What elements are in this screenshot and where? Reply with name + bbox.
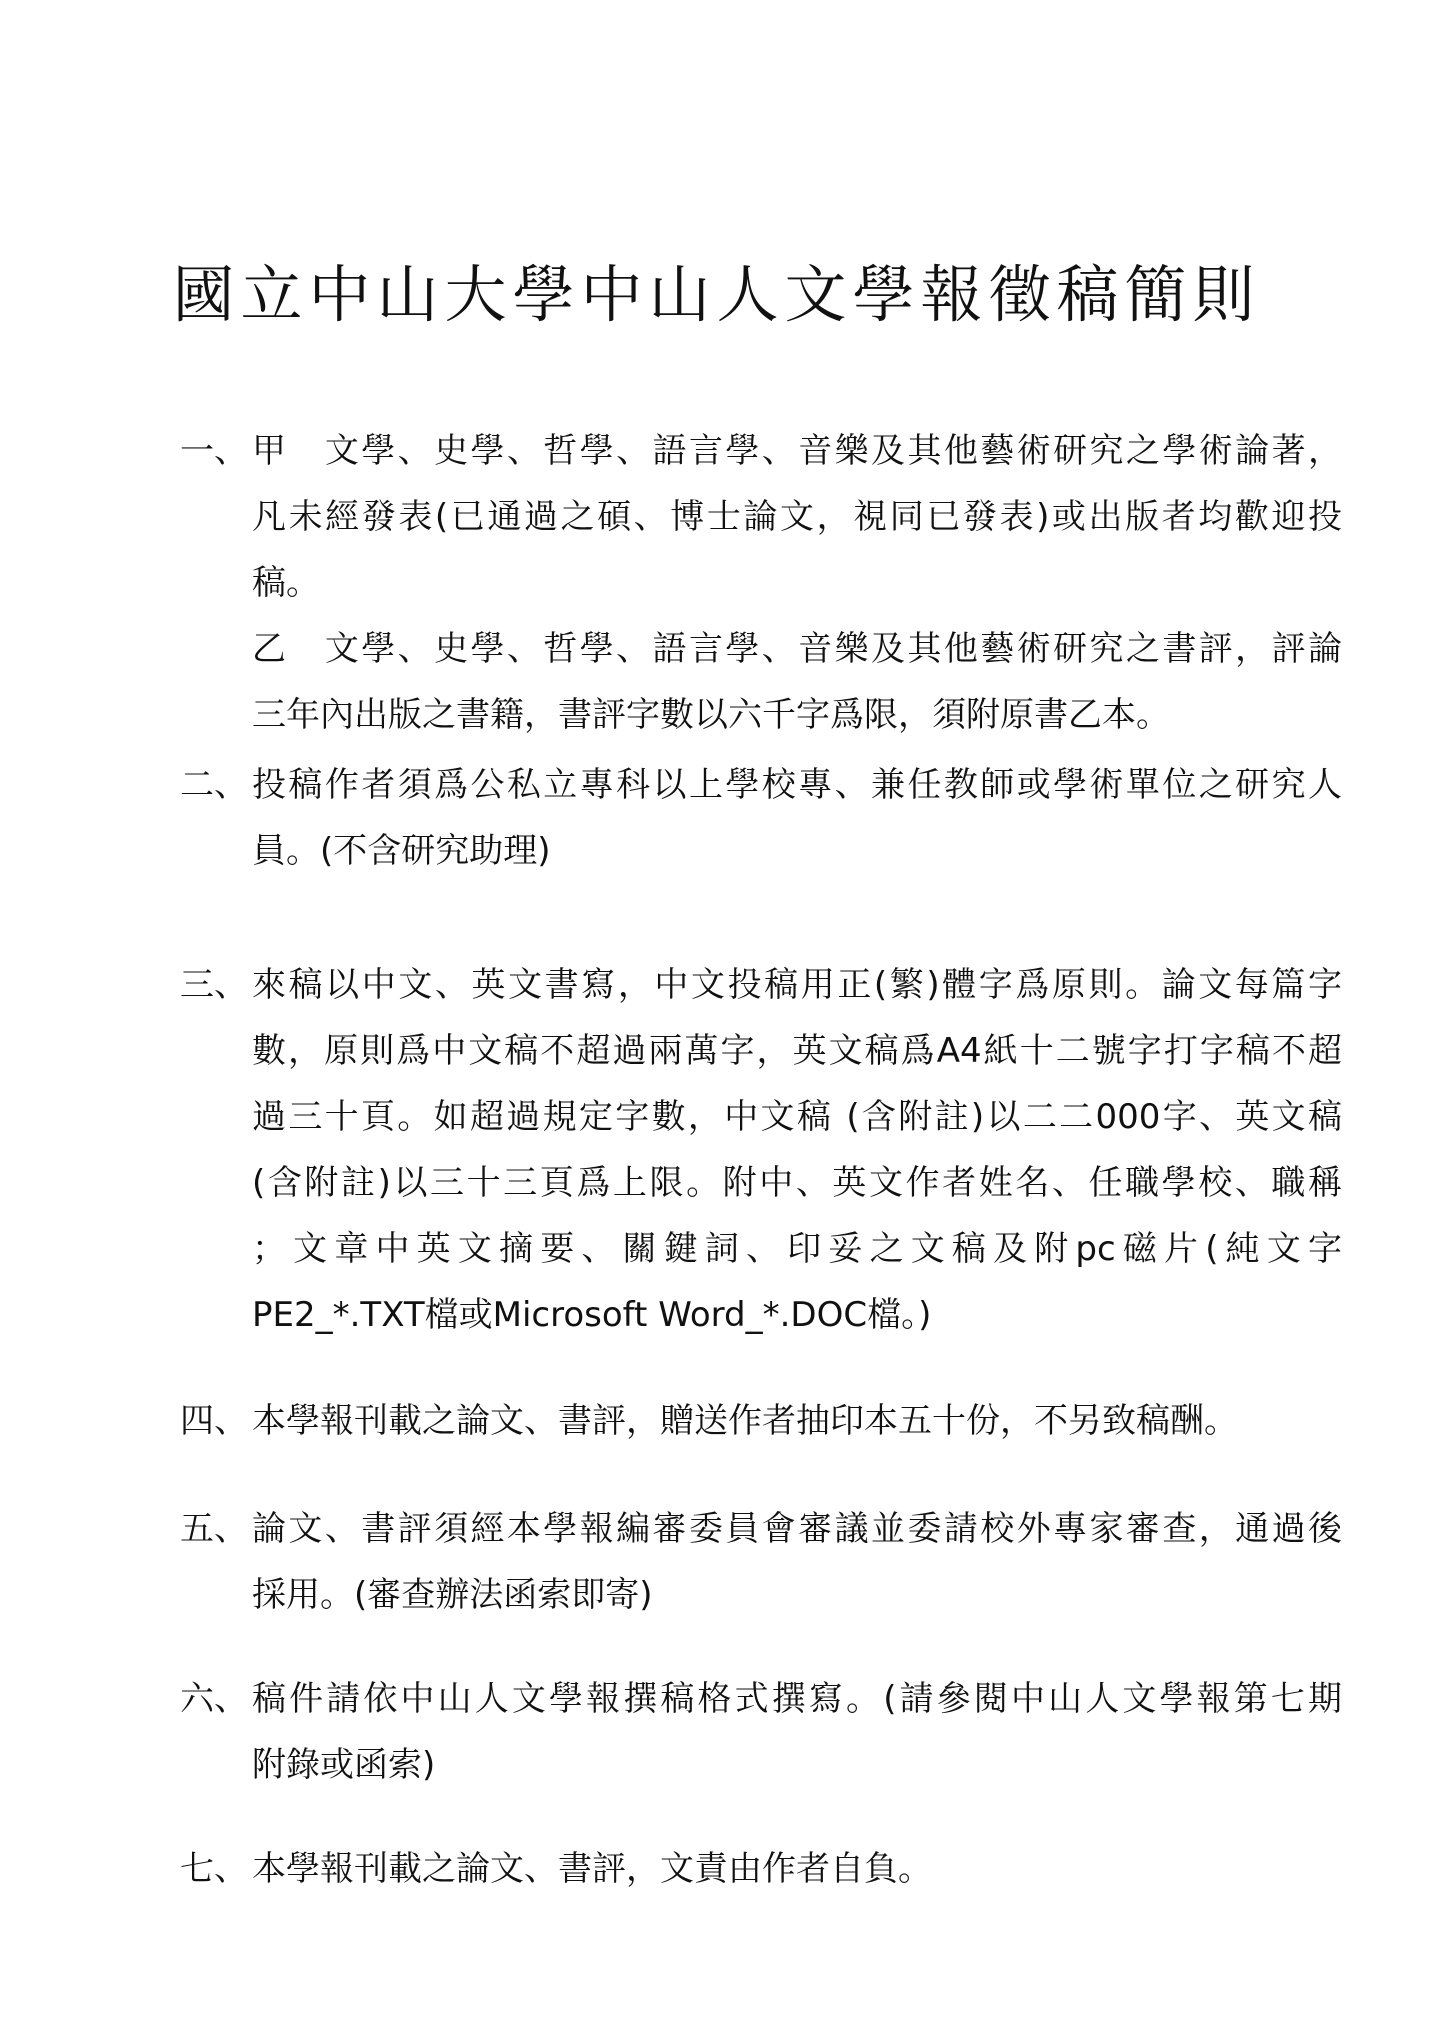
article-number: 一、	[180, 431, 248, 471]
text-line: 論文、書評須經本學報編審委員會審議並委請校外專家審查，通過後	[252, 1509, 1342, 1549]
article-number: 五、	[180, 1509, 248, 1549]
text-line: 稿件請依中山人文學報撰稿格式撰寫。(請參閱中山人文學報第七期	[252, 1679, 1342, 1719]
article-body	[252, 1388, 1342, 1454]
text-line: 數，原則爲中文稿不超過兩萬字，英文稿爲A4紙十二號字打字稿不超	[252, 1031, 1342, 1071]
text-line: 來稿以中文、英文書寫，中文投稿用正(繁)體字爲原則。論文每篇字	[252, 965, 1342, 1005]
page-title: 國立中山大學中山人文學報徵稿簡則	[172, 258, 1261, 331]
article-number: 四、	[180, 1401, 248, 1441]
text-line: 本學報刊載之論文、書評，贈送作者抽印本五十份，不另致稿酬。	[252, 1401, 1238, 1441]
text-line: 乙 文學、史學、哲學、語言學、音樂及其他藝術研究之書評，評論	[252, 629, 1342, 669]
text-line: 採用。(審查辦法函索即寄)	[252, 1575, 653, 1615]
text-line: 甲 文學、史學、哲學、語言學、音樂及其他藝術研究之學術論著，	[252, 431, 1342, 471]
article-number: 二、	[180, 765, 248, 805]
text-line: 附錄或函索)	[252, 1745, 436, 1785]
text-line: 稿。	[252, 563, 320, 603]
article-number: 三、	[180, 965, 248, 1005]
text-line: 員。(不含研究助理)	[252, 831, 551, 871]
article-body	[252, 952, 1342, 1348]
article-number: 七、	[180, 1849, 248, 1889]
article-body	[252, 1666, 1342, 1798]
text-line: (含附註)以三十三頁爲上限。附中、英文作者姓名、任職學校、職稱	[252, 1163, 1342, 1203]
text-line: ；文章中英文摘要、關鍵詞、印妥之文稿及附pc磁片(純文字	[252, 1229, 1342, 1269]
article-body	[252, 1496, 1342, 1628]
text-line: 本學報刊載之論文、書評，文責由作者自負。	[252, 1849, 932, 1889]
text-line: 凡未經發表(已通過之碩、博士論文，視同已發表)或出版者均歡迎投	[252, 497, 1342, 537]
article-number: 六、	[180, 1679, 248, 1719]
article-body	[252, 1836, 1342, 1902]
text-line: PE2_*.TXT檔或Microsoft Word_*.DOC檔。)	[252, 1295, 932, 1335]
text-line: 三年內出版之書籍，書評字數以六千字爲限，須附原書乙本。	[252, 695, 1170, 735]
article-body	[252, 752, 1342, 884]
article-body	[252, 418, 1342, 748]
text-line: 投稿作者須爲公私立專科以上學校專、兼任教師或學術單位之研究人	[252, 765, 1342, 805]
text-line: 過三十頁。如超過規定字數，中文稿 (含附註)以二二000字、英文稿	[252, 1097, 1342, 1137]
